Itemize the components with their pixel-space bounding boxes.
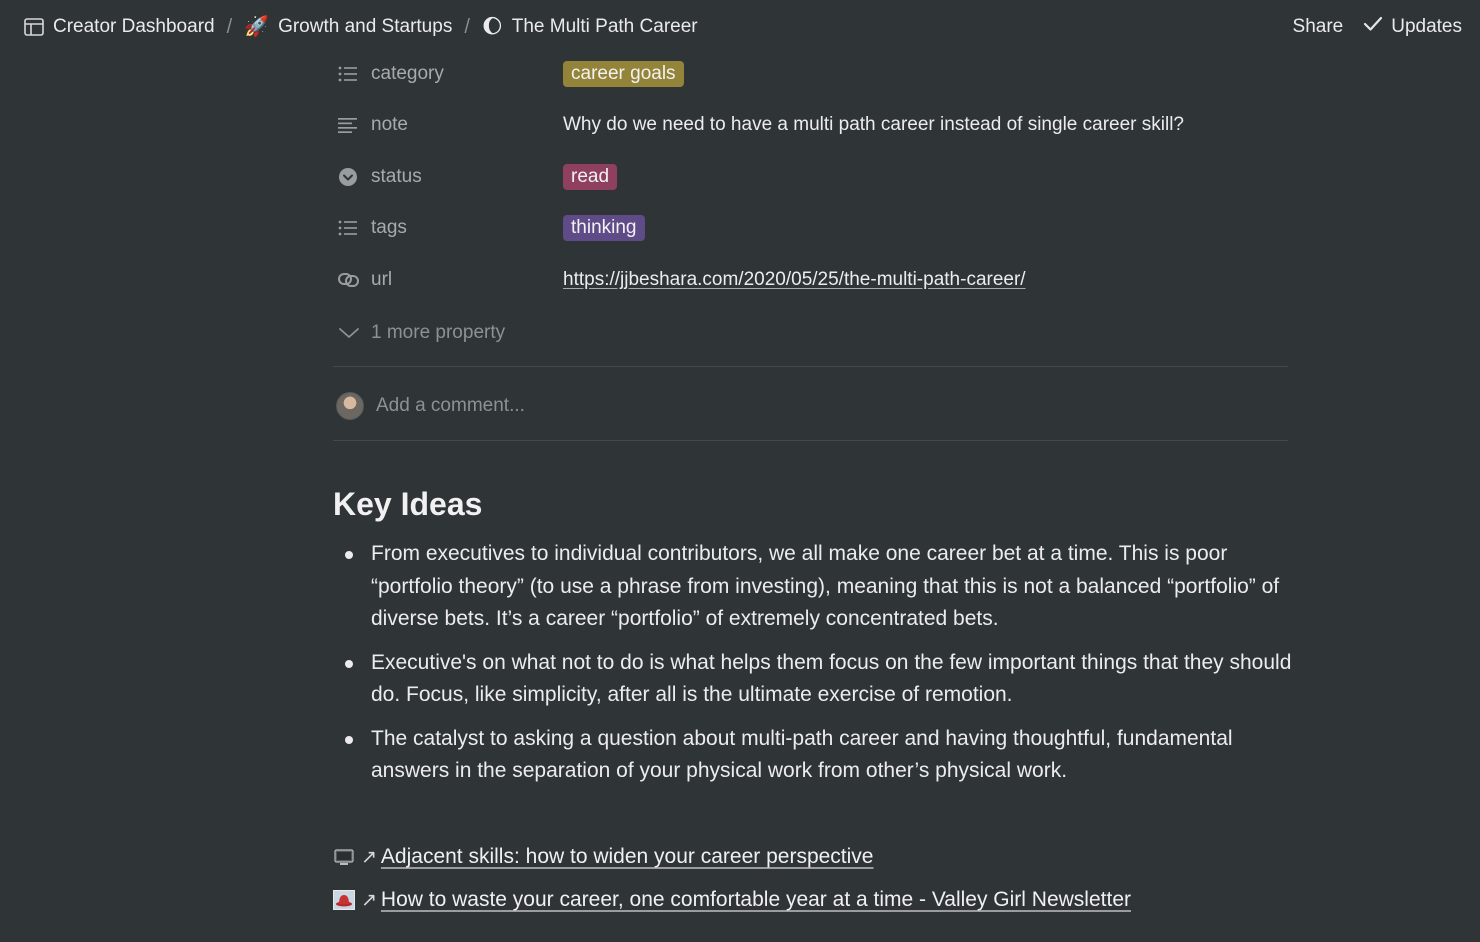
rocket-icon: 🚀 [244,16,270,38]
property-name: url [371,269,393,290]
url-link[interactable]: https://jjbeshara.com/2020/05/25/the-multi-path-career/ [563,269,1026,290]
link-arrow-icon: ↗ [361,889,377,911]
breadcrumb-separator: / [464,15,470,38]
property-name: tags [371,217,407,238]
list-item-text: From executives to individual contributors, we all make one career bet at a time. This is poor “portfolio theory” (to use a phrase from investing), meaning that this is not a balanced “portfolio” of diverse bets. It’s a career “portfolio” of extremely concentrated bets. [371,542,1280,630]
top-bar [0,0,1480,54]
linked-page-title[interactable]: Adjacent skills: how to widen your career perspective [380,845,874,868]
breadcrumb-item-multi-path-career[interactable] [482,16,698,38]
linked-page[interactable] [333,845,874,869]
breadcrumb-item-creator-dashboard[interactable] [24,16,215,38]
breadcrumb-label: Creator Dashboard [53,16,215,37]
list-item-text: The catalyst to asking a question about multi-path career and having thoughtful, fundamental answers in the separation of your physical work from other’s physical work. [371,726,1233,782]
property-value[interactable]: Why do we need to have a multi path career instead of single career skill? [563,114,1184,135]
breadcrumb-label: Growth and Startups [278,16,453,37]
category-tag: career goals [563,61,684,87]
moon-icon: 🌔 [481,16,503,38]
property-value[interactable] [563,269,1026,291]
section-heading: Key Ideas [333,486,483,522]
divider [333,440,1288,441]
divider [333,366,1288,367]
status-select-icon [333,167,371,187]
comment-row [333,386,774,426]
property-value[interactable] [563,164,617,190]
linked-page[interactable] [333,888,1131,912]
property-status[interactable] [333,157,1288,197]
share-button[interactable]: Share [1292,16,1344,37]
chevron-down-icon [333,326,371,340]
red-hat-icon [333,890,355,910]
list-icon [333,66,371,82]
top-actions [1293,16,1462,38]
linked-page-title[interactable]: How to waste your career, one comfortable year at a time - Valley Girl Newsletter [380,888,1131,911]
property-tags[interactable] [333,208,1288,248]
more-properties-toggle[interactable] [333,313,1288,353]
key-ideas-list [333,538,1293,799]
layout-icon [24,18,44,36]
property-name: status [371,166,422,187]
list-item-text: Executive's on what not to do is what helps them focus on the few important things that they should do. Focus, like simplicity, after all is the ultimate exercise of remotion. [371,650,1292,706]
breadcrumb-item-growth-and-startups[interactable] [244,16,452,38]
link-icon [333,271,371,289]
list-item [333,723,1293,788]
updates-button[interactable] [1363,16,1462,38]
list-item [333,538,1293,636]
link-arrow-icon: ↗ [361,846,377,868]
status-badge: read [563,164,617,190]
breadcrumb [24,16,698,39]
breadcrumb-label: The Multi Path Career [511,16,698,37]
property-url[interactable] [333,260,1288,300]
property-value[interactable] [563,61,684,87]
text-lines-icon [333,117,371,133]
property-name: note [371,114,408,135]
property-note[interactable] [333,105,1288,145]
more-properties-label: 1 more property [371,322,506,343]
bullet-icon [345,551,353,559]
property-name: category [371,63,444,84]
bullet-icon [345,660,353,668]
updates-label: Updates [1391,16,1462,37]
list-icon [333,220,371,236]
breadcrumb-separator: / [226,15,233,38]
tv-icon [333,847,355,867]
avatar [336,392,364,420]
bullet-icon [345,736,353,744]
property-value[interactable] [563,215,645,241]
tag-thinking: thinking [563,215,645,241]
list-item [333,647,1293,712]
comment-input[interactable] [374,394,774,418]
property-category[interactable] [333,54,1288,94]
check-icon [1363,16,1383,38]
